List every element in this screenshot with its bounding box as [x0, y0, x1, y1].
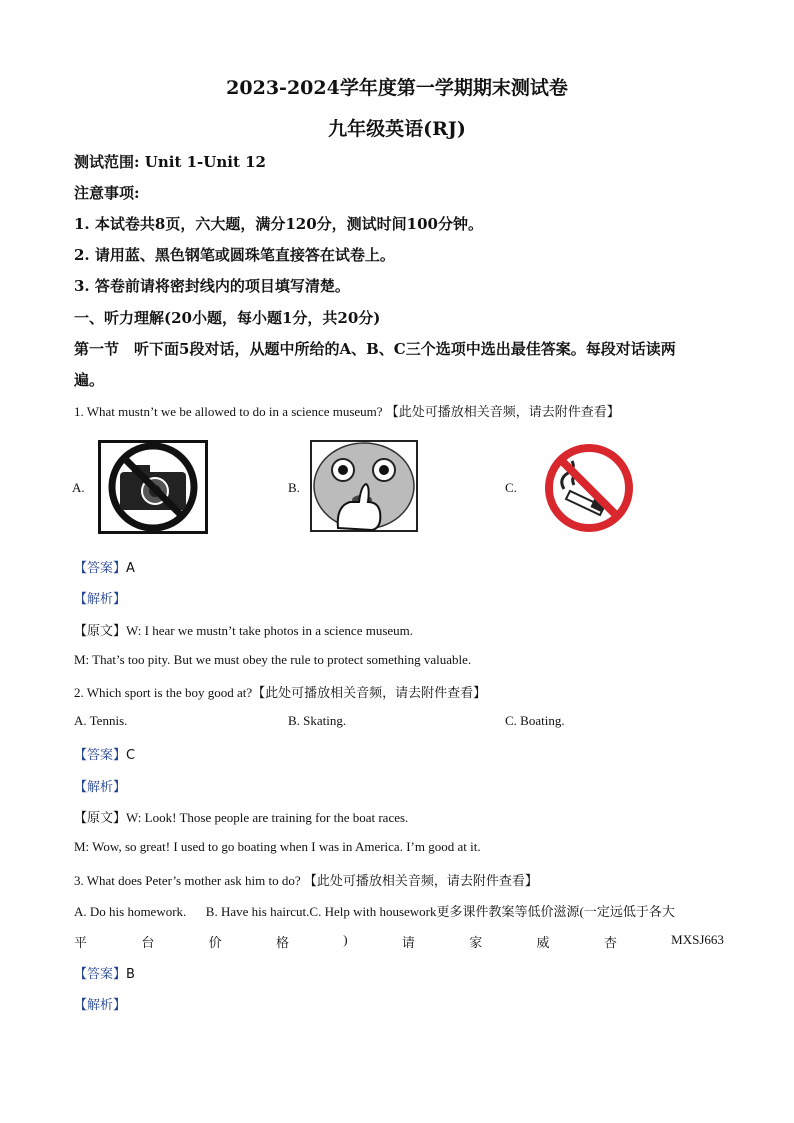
no-smoking-icon [540, 443, 638, 537]
answer-value: C [126, 748, 136, 763]
answer-value: B [126, 967, 135, 982]
q3-options: A. Do his homework. B. Have his haircut.C. Help with housework更多课件教案等低价滋源(一定远低于各大 [74, 904, 675, 919]
q1-transcript-line-1 [74, 620, 724, 639]
q3-answer [74, 963, 724, 982]
q1-answer [74, 557, 724, 576]
analysis-label: 【解析】 [74, 780, 127, 795]
q2-option-a: A. Tennis. [74, 713, 128, 728]
watermark-char: 平 [74, 935, 88, 950]
q1-option-a-label: A. [72, 480, 85, 495]
transcript-text: W: I hear we mustn’t take photos in a science museum. [126, 623, 414, 638]
q2-answer [74, 744, 724, 763]
analysis-label: 【解析】 [74, 592, 127, 607]
question-2: 2. Which sport is the boy good at?【此处可播放相关音频，请去附件查看】 [74, 685, 487, 700]
part1-instruction-cont: 遍。 [74, 371, 105, 389]
watermark-char: 威 [536, 935, 550, 950]
exam-subtitle: 九年级英语(RJ) [328, 118, 466, 140]
q1-analysis [74, 588, 724, 607]
watermark-char: ) [343, 932, 348, 947]
watermark-code: MXSJ663 [671, 932, 724, 947]
q2-transcript-line-1 [74, 807, 724, 826]
answer-label: 【答案】 [74, 748, 127, 763]
q2-transcript-line-2: M: Wow, so great! I used to go boating when I was in America. I’m good at it. [74, 839, 481, 854]
q1-option-c-label: C. [505, 480, 517, 495]
watermark-char: 杏 [603, 935, 617, 950]
watermark-char: 家 [469, 935, 483, 950]
q2-option-b: B. Skating. [288, 713, 347, 728]
notice-item-2: 2. 请用蓝、黑色钢笔或圆珠笔直接答在试卷上。 [74, 246, 395, 264]
analysis-label: 【解析】 [74, 998, 127, 1013]
q3-watermark-line [74, 932, 724, 951]
watermark-char: 台 [141, 935, 155, 950]
section-heading: 一、听力理解(20小题，每小题1分，共20分) [74, 309, 381, 327]
q2-option-c: C. Boating. [505, 713, 565, 728]
answer-label: 【答案】 [74, 561, 127, 576]
test-scope: 测试范围: Unit 1-Unit 12 [74, 153, 266, 171]
question-3: 3. What does Peter’s mother ask him to do? 【此处可播放相关音频，请去附件查看】 [74, 873, 538, 888]
part1-instruction: 第一节 听下面5段对话，从题中所给的A、B、C三个选项中选出最佳答案。每段对话读两 [74, 340, 676, 358]
answer-label: 【答案】 [74, 967, 127, 982]
question-1: 1. What mustn’t we be allowed to do in a science museum? 【此处可播放相关音频，请去附件查看】 [74, 404, 620, 419]
watermark-char: 格 [275, 935, 289, 950]
notice-item-1: 1. 本试卷共8页，六大题，满分120分，测试时间100分钟。 [74, 215, 483, 233]
exam-title: 2023-2024学年度第一学期期末测试卷 [226, 77, 568, 99]
q1-transcript-line-2: M: That’s too pity. But we must obey the rule to protect something valuable. [74, 652, 472, 667]
transcript-text: W: Look! Those people are training for the boat races. [126, 810, 409, 825]
no-camera-icon [98, 440, 208, 538]
q2-analysis [74, 776, 724, 795]
watermark-char: 价 [208, 935, 222, 950]
q1-option-b-label: B. [288, 480, 300, 495]
transcript-label: 【原文】 [74, 624, 127, 639]
watermark-char: 请 [401, 935, 415, 950]
notice-item-3: 3. 答卷前请将密封线内的项目填写清楚。 [74, 277, 350, 295]
quiet-face-icon [310, 440, 418, 536]
answer-value: A [126, 561, 135, 576]
notice-heading: 注意事项: [74, 184, 140, 202]
q3-analysis [74, 994, 724, 1013]
transcript-label: 【原文】 [74, 811, 127, 826]
